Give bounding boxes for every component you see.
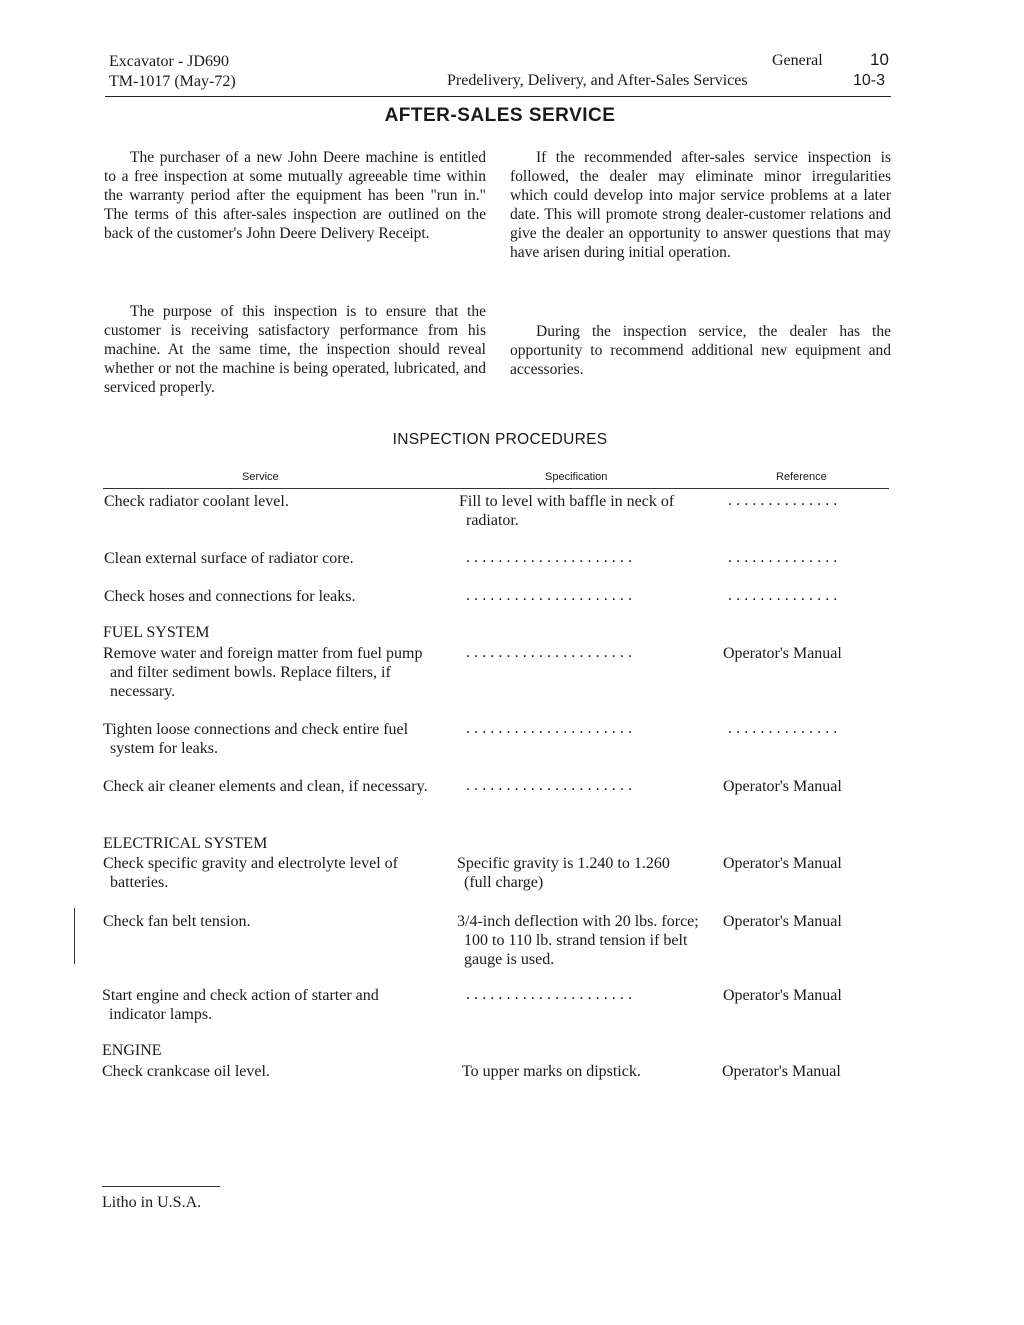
header-manual: TM-1017 (May-72) (109, 73, 236, 90)
specification-leader-dots: ..................... (466, 587, 637, 604)
column-header-specification: Specification (545, 471, 608, 483)
reference-leader-dots: .............. (728, 492, 842, 509)
reference-leader-dots: .............. (728, 587, 842, 604)
reference-cell: Operator's Manual (723, 778, 842, 795)
service-cell: Check radiator coolant level. (104, 493, 289, 510)
specification-cell: 3/4-inch deflection with 20 lbs. force; 100 to 110 lb. strand tension if belt gauge is used. (457, 913, 699, 968)
specification-cell: Specific gravity is 1.240 to 1.260 (full charge) (457, 855, 670, 891)
header-page-number: 10-3 (853, 72, 886, 89)
service-cell: Tighten loose connections and check entire fuel system for leaks. (103, 721, 409, 757)
specification-leader-dots: ..................... (466, 549, 637, 566)
column-header-reference: Reference (776, 471, 827, 483)
service-cell: Check air cleaner elements and clean, if necessary. (103, 778, 428, 795)
service-cell: Clean external surface of radiator core. (104, 550, 354, 567)
section-heading-electrical-system: ELECTRICAL SYSTEM (103, 835, 268, 852)
service-cell: Check fan belt tension. (103, 913, 251, 930)
reference-cell: Operator's Manual (723, 645, 842, 662)
section-heading-fuel-system: FUEL SYSTEM (103, 624, 210, 641)
reference-leader-dots: .............. (728, 720, 842, 737)
service-cell: Check hoses and connections for leaks. (104, 588, 356, 605)
reference-cell: Operator's Manual (723, 913, 842, 930)
header-rule (105, 96, 891, 97)
service-cell: Check specific gravity and electrolyte level of batteries. (103, 855, 398, 891)
header-section-number: 10 (870, 50, 889, 69)
header-model: Excavator - JD690 (109, 53, 229, 70)
procedures-title: INSPECTION PROCEDURES (392, 431, 608, 448)
reference-cell: Operator's Manual (723, 855, 842, 872)
footer-rule (102, 1186, 220, 1187)
reference-leader-dots: .............. (728, 549, 842, 566)
specification-leader-dots: ..................... (466, 644, 637, 661)
specification-cell: To upper marks on dipstick. (462, 1063, 641, 1080)
paragraph-inspection-service: During the inspection service, the dealer has the opportunity to recommend additional new equipment and accessories. (510, 323, 891, 378)
reference-cell: Operator's Manual (723, 987, 842, 1004)
footer-litho: Litho in U.S.A. (102, 1194, 202, 1211)
column-header-service: Service (242, 471, 279, 483)
section-heading-engine: ENGINE (102, 1042, 162, 1059)
service-cell: Check crankcase oil level. (102, 1063, 270, 1080)
reference-cell: Operator's Manual (722, 1063, 841, 1080)
paragraph-recommended: If the recommended after-sales service inspection is followed, the dealer may eliminate minor irregularities which could develop into major service problems at a later date. This will promote strong dealer-customer relations and give the dealer an opportunity to answer questions that may have arisen during initial operation. (510, 149, 891, 261)
header-section-name: General (772, 52, 823, 69)
paragraph-purpose: The purpose of this inspection is to ensure that the customer is receiving satisfactory performance from his machine. At the same time, the inspection should reveal whether or not the machine is being operated, lubricated, and serviced properly. (104, 303, 486, 396)
paragraph-purchaser: The purchaser of a new John Deere machine is entitled to a free inspection at some mutually agreeable time within the warranty period after the equipment has been "run in." The terms of this after-sales inspection are outlined on the back of the customer's John Deere Delivery Receipt. (104, 149, 486, 242)
revision-bar (74, 908, 75, 964)
service-cell: Remove water and foreign matter from fuel pump and filter sediment bowls. Replace filters, if necessary. (103, 645, 423, 700)
service-cell: Start engine and check action of starter and indicator lamps. (102, 987, 379, 1023)
specification-leader-dots: ..................... (466, 986, 637, 1003)
specification-cell: Fill to level with baffle in neck of radiator. (459, 493, 675, 529)
header-subtitle: Predelivery, Delivery, and After-Sales Services (447, 72, 748, 89)
specification-leader-dots: ..................... (466, 720, 637, 737)
page-title: AFTER-SALES SERVICE (384, 105, 616, 126)
header-left (109, 52, 236, 92)
specification-leader-dots: ..................... (466, 777, 637, 794)
table-header-rule (103, 488, 889, 489)
